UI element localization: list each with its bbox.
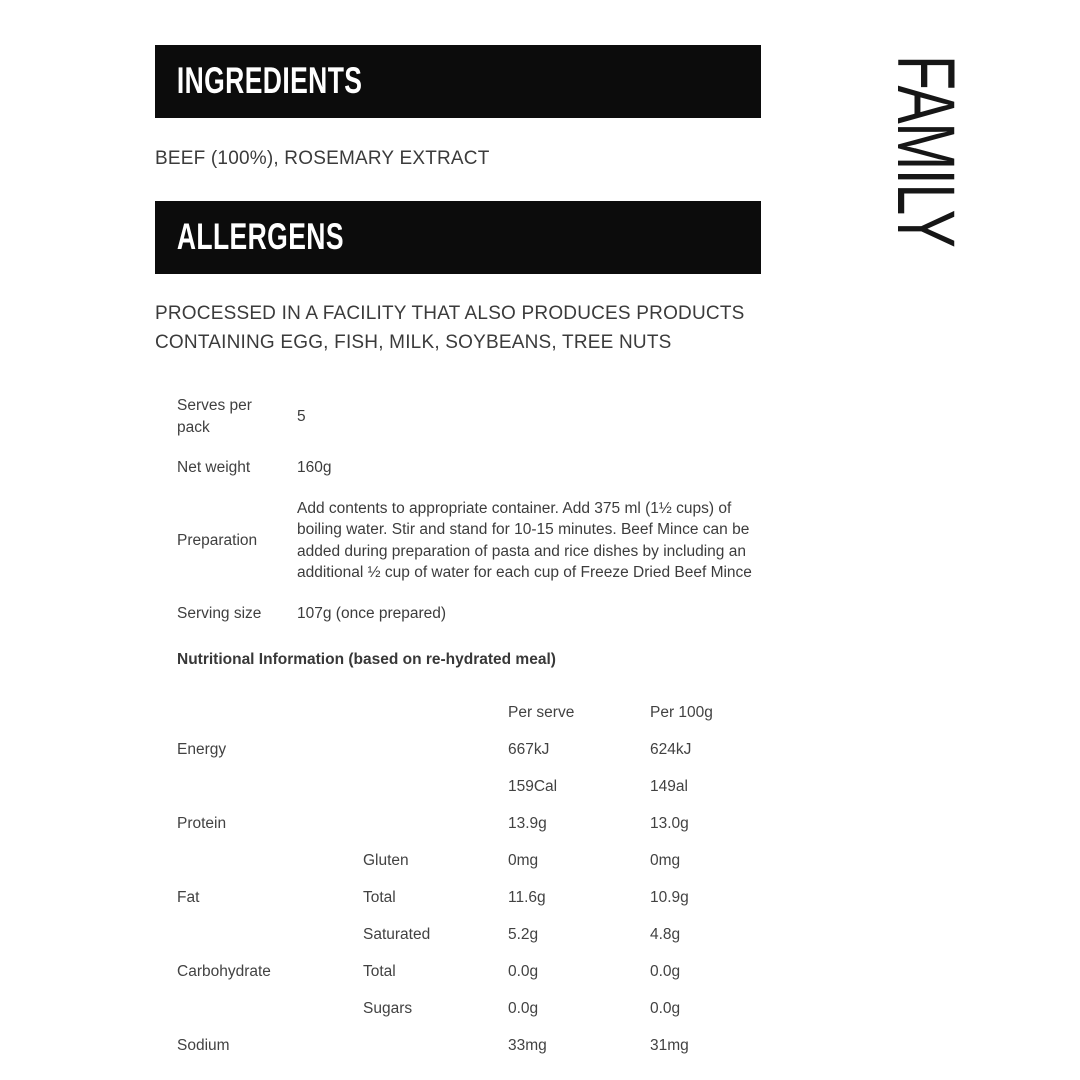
nutrition-row-label: Energy xyxy=(177,740,227,758)
nutrition-value-per-100g: 10.9g xyxy=(650,888,689,906)
detail-label: Serving size xyxy=(177,604,262,622)
ingredients-list-text: BEEF (100%), ROSEMARY EXTRACT xyxy=(155,148,490,169)
detail-row-serves-per-pack xyxy=(177,395,761,438)
detail-value: 160g xyxy=(297,459,332,476)
nutrition-row-label: Fat xyxy=(177,888,200,906)
nutrition-value-per-serve: 13.9g xyxy=(508,814,547,832)
nutrition-value-per-100g: 0.0g xyxy=(650,999,681,1017)
allergens-banner xyxy=(155,201,761,274)
nutrition-value-per-100g: 0mg xyxy=(650,851,681,869)
detail-label: Preparation xyxy=(177,531,258,549)
nutrition-value-per-100g: 624kJ xyxy=(650,740,692,758)
detail-row-net-weight xyxy=(177,457,761,479)
nutrition-value-per-100g: 31mg xyxy=(650,1036,689,1054)
nutrition-value-per-serve: 0.0g xyxy=(508,962,539,980)
detail-value: 107g (once prepared) xyxy=(297,604,447,622)
nutrition-row-label: Sodium xyxy=(177,1036,230,1054)
nutrition-row-sublabel: Saturated xyxy=(363,925,431,943)
nutrition-row-sublabel: Gluten xyxy=(363,851,409,869)
nutrition-info-title: Nutritional Information (based on re-hydrated meal) xyxy=(177,651,556,668)
allergens-statement-text: PROCESSED IN A FACILITY THAT ALSO PRODUCES PRODUCTS CONTAINING EGG, FISH, MILK, SOYBEANS, TREE NUTS xyxy=(155,303,745,353)
nutrition-row-sublabel: Sugars xyxy=(363,999,413,1017)
allergens-heading: ALLERGENS xyxy=(176,216,344,258)
nutrition-value-per-100g: 4.8g xyxy=(650,925,681,943)
nutrition-row-sublabel: Total xyxy=(363,962,396,980)
detail-row-preparation xyxy=(177,498,761,584)
nutrition-value-per-serve: 5.2g xyxy=(508,925,539,943)
label-content xyxy=(155,45,761,1064)
ingredients-banner xyxy=(155,45,761,118)
nutrition-row-sublabel: Total xyxy=(363,888,396,906)
detail-row-serving-size xyxy=(177,603,761,625)
nutrition-table xyxy=(155,694,761,1064)
nutrition-value-per-serve: 11.6g xyxy=(508,888,546,906)
product-details-table xyxy=(155,395,761,624)
nutrition-value-per-100g: 0.0g xyxy=(650,962,681,980)
nutrition-value-per-100g: 13.0g xyxy=(650,814,689,832)
nutrition-col-header-per-100g: Per 100g xyxy=(650,703,713,721)
ingredients-heading: INGREDIENTS xyxy=(176,60,363,102)
detail-value: Add contents to appropriate container. Add 375 ml (1½ cups) of boiling water. Stir and stand for 10-15 minutes. Beef Mince can be added during preparation of pasta and rice dishes by including an additional ½ cup of water for each cup of Freeze Dried Beef Mince xyxy=(297,499,752,581)
nutrition-value-per-serve: 0.0g xyxy=(508,999,539,1017)
nutrition-value-per-serve: 667kJ xyxy=(508,740,550,758)
nutrition-value-per-serve: 33mg xyxy=(508,1036,547,1054)
nutrition-row-label: Carbohydrate xyxy=(177,962,271,980)
nutrition-value-per-serve: 159Cal xyxy=(508,777,558,795)
nutrition-col-header-per-serve: Per serve xyxy=(508,703,575,721)
nutrition-value-per-serve: 0mg xyxy=(508,851,539,869)
family-vertical-label: FAMILY xyxy=(880,55,971,247)
nutrition-value-per-100g: 149al xyxy=(650,777,688,795)
detail-label: Net weight xyxy=(177,459,251,476)
detail-value: 5 xyxy=(297,407,306,425)
detail-label: Serves per pack xyxy=(177,397,252,436)
nutrition-row-label: Protein xyxy=(177,814,227,832)
